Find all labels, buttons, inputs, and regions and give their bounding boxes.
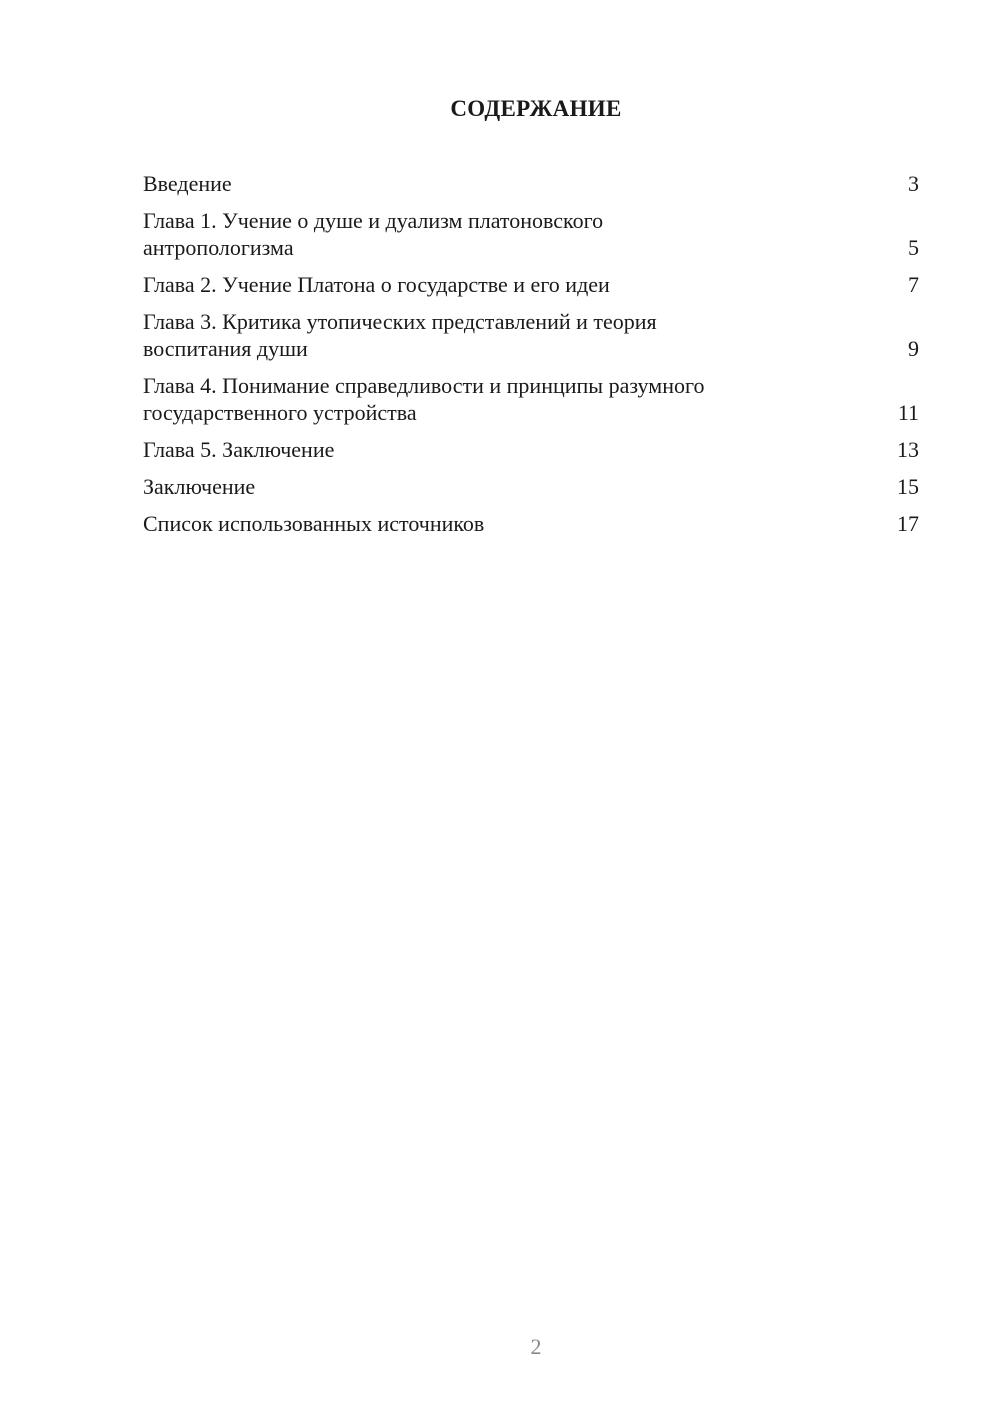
toc-entry-page: 17	[897, 511, 919, 536]
toc-entry-title: Глава 4. Понимание справедливости и принципы разумного государственного устройства	[143, 373, 705, 425]
toc-entry-title: Глава 5. Заключение	[143, 437, 335, 462]
toc-entry-chapter-3	[143, 308, 919, 362]
toc-entry-introduction	[143, 170, 919, 197]
toc-entry-chapter-5	[143, 436, 919, 463]
toc-entry-title: Введение	[143, 171, 232, 196]
toc-entry-page: 7	[908, 272, 919, 297]
toc-entry-title: Заключение	[143, 474, 256, 499]
toc-entry-title: Глава 2. Учение Платона о государстве и его идеи	[143, 272, 610, 297]
toc-entry-chapter-4	[143, 372, 919, 426]
table-of-contents	[143, 170, 919, 547]
toc-entry-title: Глава 1. Учение о душе и дуализм платоновского антропологизма	[143, 208, 604, 260]
toc-entry-conclusion	[143, 473, 919, 500]
toc-entry-page: 3	[908, 171, 919, 196]
toc-entry-page: 5	[908, 235, 919, 260]
toc-entry-title: Глава 3. Критика утопических представлений и теория воспитания души	[143, 309, 657, 361]
toc-entry-page: 15	[897, 474, 919, 499]
toc-entry-chapter-2	[143, 271, 919, 298]
toc-entry-page: 13	[897, 437, 919, 462]
toc-entry-title: Список использованных источников	[143, 511, 485, 536]
page-title: СОДЕРЖАНИЕ	[450, 96, 622, 121]
toc-entry-page: 9	[908, 336, 919, 361]
toc-entry-chapter-1	[143, 207, 919, 261]
page-number: 2	[530, 1334, 542, 1359]
toc-entry-page: 11	[897, 400, 919, 425]
toc-entry-references	[143, 510, 919, 537]
